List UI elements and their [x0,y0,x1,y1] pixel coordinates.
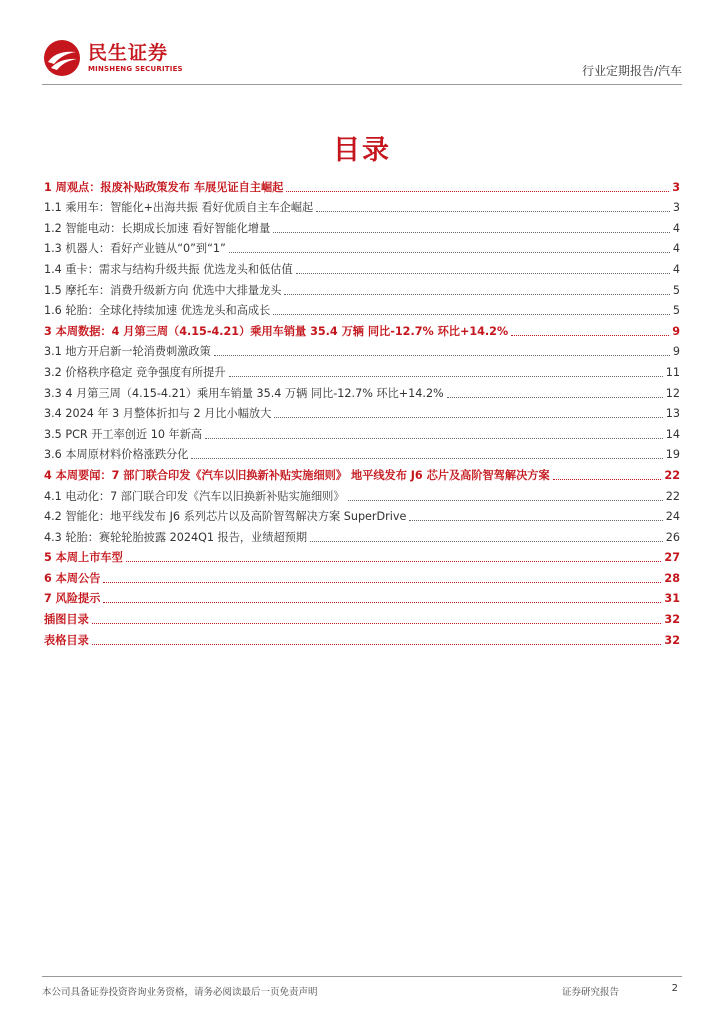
toc-entry[interactable] [44,236,680,257]
toc-entry[interactable] [44,504,680,525]
toc-entry-label: 插图目录 [44,613,89,627]
toc-entry[interactable] [44,174,680,195]
toc-leader-dots [126,560,662,562]
toc-leader-dots [447,396,663,398]
toc-leader-dots [273,231,670,233]
toc-entry-label: 4.1 电动化：7 部门联合印发《汽车以旧换新补贴实施细则》 [44,489,345,503]
toc-entry-page: 9 [672,345,680,359]
toc-entry-page: 19 [665,448,680,462]
toc-entry-label: 4.2 智能化：地平线发布 J6 系列芯片以及高阶智驾解决方案 SuperDrive [44,510,407,524]
toc-leader-dots [511,334,669,336]
toc-entry[interactable] [44,586,680,607]
toc-leader-dots [92,643,662,645]
toc-leader-dots [286,190,669,192]
toc-leader-dots [205,437,663,439]
toc-entry-label: 1.3 机器人：看好产业链从“0”到“1” [44,242,226,256]
toc-entry[interactable] [44,401,680,422]
toc-entry-label: 5 本周上市车型 [44,551,123,565]
toc-entry-page: 4 [672,242,680,256]
page-title: 目录 [333,135,391,166]
report-type: 行业定期报告/汽车 [581,64,682,78]
toc-entry-label: 3.1 地方开启新一轮消费刺激政策 [44,345,211,359]
toc-entry-page: 32 [664,613,680,627]
toc-entry[interactable] [44,359,680,380]
toc-entry-page: 9 [672,324,680,338]
toc-entry-page: 5 [672,283,680,297]
header-divider [42,84,682,85]
toc-entry-page: 27 [664,551,680,565]
toc-leader-dots [214,354,670,356]
minsheng-logo-icon [42,38,82,78]
toc-leader-dots [191,457,662,459]
toc-entry-label: 1.5 摩托车：消费升级新方向 优选中大排量龙头 [44,283,282,297]
toc-leader-dots [92,622,662,624]
toc-leader-dots [103,581,661,583]
toc-leader-dots [229,251,670,253]
toc-entry[interactable] [44,256,680,277]
toc-leader-dots [553,478,662,480]
toc-entry[interactable] [44,627,680,648]
toc-entry-page: 11 [665,365,680,379]
toc-entry[interactable] [44,606,680,627]
table-of-contents [44,174,680,648]
toc-entry-label: 1 周观点：报废补贴政策发布 车展见证自主崛起 [44,180,284,194]
toc-entry-label: 4.3 轮胎：赛轮轮胎披露 2024Q1 报告，业绩超预期 [44,530,308,544]
toc-leader-dots [284,293,669,295]
page-number: 2 [671,983,678,994]
page-header [42,38,682,82]
toc-entry-label: 3.2 价格秩序稳定 竞争强度有所提升 [44,365,226,379]
toc-entry-page: 12 [665,386,680,400]
toc-leader-dots [103,601,661,603]
toc-entry[interactable] [44,195,680,216]
toc-entry[interactable] [44,483,680,504]
toc-entry-label: 3.4 2024 年 3 月整体折扣与 2 月比小幅放大 [44,407,272,421]
toc-entry-label: 1.2 智能电动：长期成长加速 看好智能化增量 [44,221,271,235]
toc-entry-label: 6 本周公告 [44,571,101,585]
toc-entry-label: 3.6 本周原材料价格涨跌分化 [44,448,189,462]
toc-entry[interactable] [44,442,680,463]
toc-leader-dots [229,375,663,377]
toc-entry-label: 1.6 轮胎：全球化持续加速 优选龙头和高成长 [44,304,271,318]
toc-entry[interactable] [44,318,680,339]
toc-entry-label: 表格目录 [44,633,89,647]
toc-entry[interactable] [44,524,680,545]
toc-entry[interactable] [44,462,680,483]
toc-entry-page: 28 [664,571,680,585]
toc-entry-page: 14 [665,427,680,441]
toc-entry-page: 5 [672,304,680,318]
toc-entry[interactable] [44,421,680,442]
toc-leader-dots [409,519,662,521]
company-logo [42,38,183,78]
toc-entry-page: 3 [672,201,680,215]
toc-entry-page: 24 [665,510,680,524]
toc-leader-dots [273,313,670,315]
toc-entry-label: 3 本周数据：4 月第三周（4.15-4.21）乘用车销量 35.4 万辆 同比-12.7% 环比+14.2% [44,324,509,338]
toc-entry[interactable] [44,545,680,566]
toc-entry-label: 1.4 重卡：需求与结构升级共振 优选龙头和低估值 [44,262,293,276]
toc-entry-page: 32 [664,633,680,647]
brand-name-cn: 民生证券 [88,42,169,64]
toc-entry-label: 7 风险提示 [44,592,101,606]
toc-entry[interactable] [44,277,680,298]
brand-name-en: MINSHENG SECURITIES [88,65,183,73]
toc-entry[interactable] [44,215,680,236]
toc-entry-page: 31 [664,592,680,606]
toc-entry[interactable] [44,380,680,401]
toc-entry-label: 3.3 4 月第三周（4.15-4.21）乘用车销量 35.4 万辆 同比-12.7% 环比+14.2% [44,386,444,400]
toc-entry-label: 4 本周要闻：7 部门联合印发《汽车以旧换新补贴实施细则》 地平线发布 J6 芯片及高阶智驾解决方案 [44,468,550,482]
toc-entry[interactable] [44,298,680,319]
footer-disclaimer: 本公司具备证券投资咨询业务资格，请务必阅读最后一页免责声明 [42,987,318,998]
toc-entry-page: 4 [672,221,680,235]
toc-entry-label: 1.1 乘用车：智能化+出海共振 看好优质自主车企崛起 [44,201,314,215]
toc-leader-dots [348,499,663,501]
toc-entry-label: 3.5 PCR 开工率创近 10 年新高 [44,427,203,441]
toc-leader-dots [274,416,662,418]
toc-leader-dots [316,210,670,212]
toc-entry-page: 26 [665,530,680,544]
toc-entry-page: 4 [672,262,680,276]
footer-doc-type: 证券研究报告 [562,987,620,998]
footer-divider [42,976,682,977]
toc-entry-page: 22 [665,489,680,503]
toc-entry-page: 13 [665,407,680,421]
toc-entry-page: 3 [672,180,680,194]
toc-leader-dots [296,272,670,274]
toc-entry[interactable] [44,339,680,360]
toc-leader-dots [310,540,663,542]
toc-entry[interactable] [44,565,680,586]
toc-entry-page: 22 [664,468,680,482]
